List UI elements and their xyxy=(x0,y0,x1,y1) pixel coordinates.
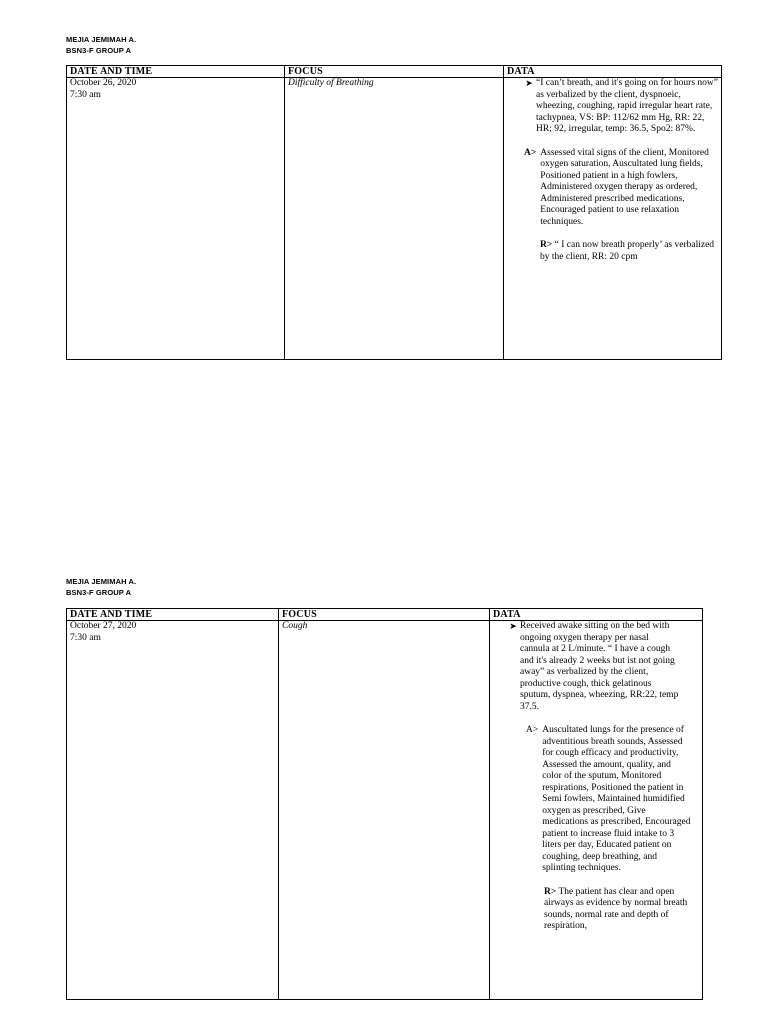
table-header-row xyxy=(67,66,722,78)
column-header-date: DATE AND TIME xyxy=(67,66,285,78)
fdar-table-2 xyxy=(66,608,703,1000)
student-group: BSN3-F GROUP A xyxy=(66,588,132,597)
entry-time: 7:30 am xyxy=(70,632,101,643)
column-header-data: DATA xyxy=(490,609,703,621)
arrow-bullet-icon: ➤ xyxy=(509,621,517,631)
action-note: Assessed vital signs of the client, Monitored oxygen saturation, Auscultated lung fields, Positioned patient in a high fowlers, Administered oxygen therapy as ordered, Administered prescribed medications, Encouraged patient to use relaxation techniques. xyxy=(540,147,709,227)
student-group: BSN3-F GROUP A xyxy=(66,46,132,55)
arrow-bullet-icon: ➤ xyxy=(525,78,533,88)
date-time-cell xyxy=(67,78,285,360)
column-header-focus: FOCUS xyxy=(279,609,490,621)
column-header-focus: FOCUS xyxy=(285,66,504,78)
data-note: “I can’t breath, and it's going on for hours now” as verbalized by the client, dyspnoeic, wheezing, coughing, rapid irregular heart rate, tachypnea, VS: BP: 112/62 mm Hg, RR: 22, HR; 92, irregular, temp: 36.5, Spo2: 87%. xyxy=(536,78,718,134)
column-header-data: DATA xyxy=(504,66,722,78)
column-header-date: DATE AND TIME xyxy=(67,609,279,621)
focus-text: Difficulty of Breathing xyxy=(288,78,374,88)
data-cell xyxy=(490,621,703,1000)
action-label: A> xyxy=(526,725,539,735)
entry-time: 7:30 am xyxy=(70,89,101,100)
focus-cell xyxy=(279,621,490,1000)
response-note: “ I can now breath properly’ as verbalized by the client, RR: 20 cpm xyxy=(540,240,715,262)
focus-cell xyxy=(285,78,504,360)
table-row xyxy=(67,621,703,1000)
table-header-row xyxy=(67,609,703,621)
focus-text: Cough xyxy=(282,621,308,631)
response-label: R> xyxy=(540,240,553,250)
fdar-table-1 xyxy=(66,65,722,360)
student-name: MEJIA JEMIMAH A. xyxy=(66,35,137,44)
response-note: The patient has clear and open airways as evidence by normal breath sounds, normal rate and depth of respiration, xyxy=(544,886,688,931)
action-label: A> xyxy=(524,147,537,158)
action-note: Auscultated lungs for the presence of adventitious breath sounds, Assessed for cough efficacy and productivity, Assessed the amount, quality, and color of the sputum, Monitored respirations, Positioned the patient in Semi fowlers, Maintained humidified oxygen as prescribed, Give medications as prescribed, Encouraged patient to increase fluid intake to 3 liters per day, Educated patient on coughing, deep breathing, and splinting techniques. xyxy=(542,725,691,873)
table-row xyxy=(67,78,722,360)
response-label: R> xyxy=(544,886,557,897)
page2-header xyxy=(66,576,136,598)
entry-date: October 26, 2020 xyxy=(70,78,137,88)
data-cell xyxy=(504,78,722,360)
student-name: MEJIA JEMIMAH A. xyxy=(66,577,137,586)
data-note: Received awake sitting on the bed with ongoing oxygen therapy per nasal cannula at 2 L/minute. “ I have a cough and it's already 2 weeks but ist not going away” as verbalized by the client, productive cough, thick gelatinous sputum, dyspnea, wheezing, RR:22, temp 37.5. xyxy=(520,621,679,712)
entry-date: October 27, 2020 xyxy=(70,621,137,631)
page1-header xyxy=(66,34,136,56)
date-time-cell xyxy=(67,621,279,1000)
